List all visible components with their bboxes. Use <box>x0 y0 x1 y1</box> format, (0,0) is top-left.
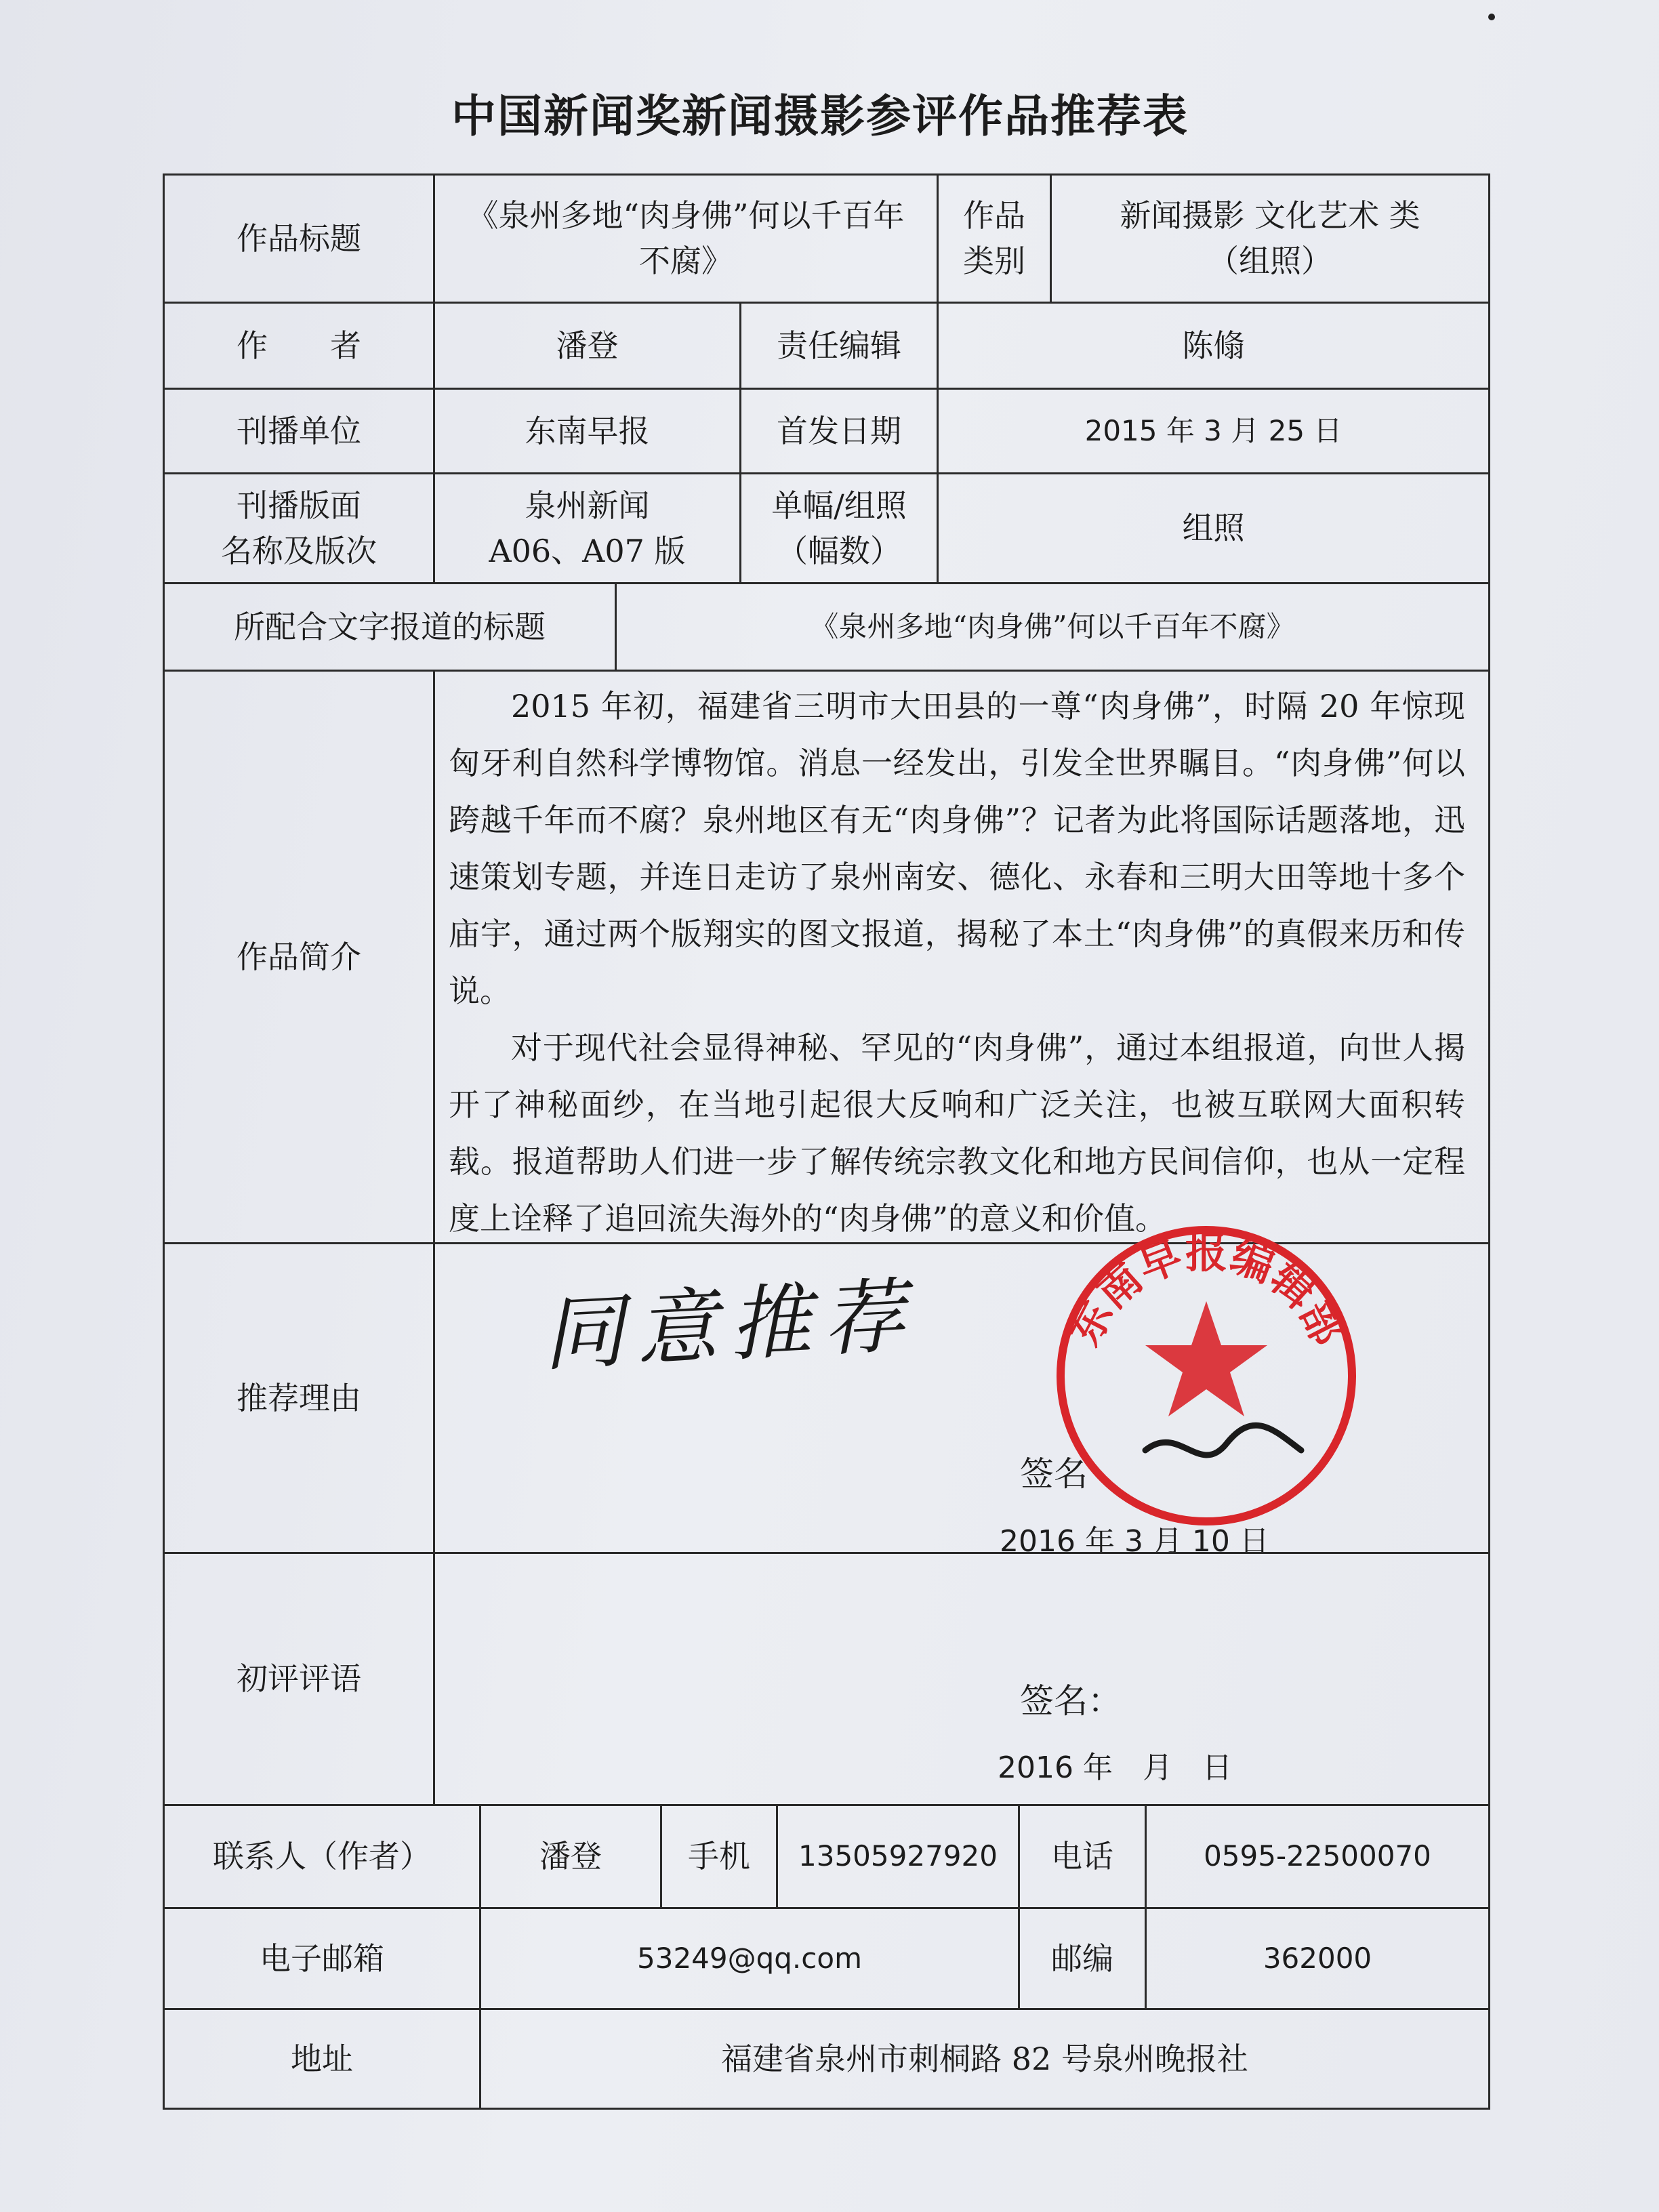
mobile-label: 手机 <box>688 1838 750 1875</box>
reason-date: 2016 年 3 月 10 日 <box>1000 1524 1269 1559</box>
email-value-cell <box>479 1907 1020 2010</box>
page-label-line2: 名称及版次 <box>221 532 377 569</box>
phone-value-cell <box>1145 1804 1490 1909</box>
mobile-label-cell <box>660 1804 778 1909</box>
intro-text <box>449 678 1465 1247</box>
intro-label: 作品简介 <box>237 938 361 975</box>
form-title: 中国新闻奖新闻摄影参评作品推荐表 <box>451 90 1189 142</box>
postcode-label: 邮编 <box>1051 1940 1113 1977</box>
category-value-cell <box>1050 173 1490 304</box>
author-value: 潘登 <box>556 327 619 364</box>
first-date-value-cell <box>937 388 1490 474</box>
category-value-line2: （组照） <box>1208 243 1332 279</box>
seal-text-arc: 东南早报编辑部 <box>1059 1228 1353 1353</box>
editor-label: 责任编辑 <box>777 327 901 364</box>
address-value-cell <box>479 2008 1490 2110</box>
editorial-seal <box>1044 1206 1369 1559</box>
report-title-label-cell <box>163 582 617 672</box>
reason-label-cell <box>163 1242 435 1554</box>
author-value-cell <box>433 302 741 390</box>
contact-value: 潘登 <box>539 1838 602 1875</box>
paper-speck <box>1488 14 1495 20</box>
initial-sign-label: 签名： <box>1020 1681 1122 1721</box>
postcode-value-cell <box>1145 1907 1490 2010</box>
category-label: 作品类别 <box>963 197 1025 279</box>
first-date-value: 2015 年 3 月 25 日 <box>1084 413 1343 447</box>
single-group-label-line2: （幅数） <box>777 532 901 569</box>
address-label-cell <box>163 2008 481 2110</box>
publisher-label-cell <box>163 388 435 474</box>
intro-label-cell <box>163 670 435 1244</box>
address-value: 福建省泉州市刺桐路 82 号泉州晚报社 <box>721 2040 1248 2077</box>
work-title-value-cell <box>433 173 939 304</box>
single-group-label-cell <box>739 472 939 584</box>
work-title-label: 作品标题 <box>237 220 361 257</box>
initial-review-label: 初评评语 <box>237 1660 361 1698</box>
editor-label-cell <box>739 302 939 390</box>
publisher-value-cell <box>433 388 741 474</box>
email-label: 电子邮箱 <box>260 1940 384 1977</box>
contact-label-cell <box>163 1804 481 1909</box>
mobile-value-cell <box>776 1804 1020 1909</box>
postcode-label-cell <box>1018 1907 1147 2010</box>
reason-label: 推荐理由 <box>237 1379 361 1416</box>
phone-label: 电话 <box>1051 1838 1113 1875</box>
publisher-label: 刊播单位 <box>237 412 361 449</box>
page-value-cell <box>433 472 741 584</box>
single-group-value-cell <box>937 472 1490 584</box>
editor-value-cell <box>937 302 1490 390</box>
page-value-line2: A06、A07 版 <box>489 532 686 569</box>
single-group-label-line1: 单幅/组照 <box>771 487 907 524</box>
initial-review-value-cell <box>433 1552 1490 1806</box>
mobile-value: 13505927920 <box>798 1839 998 1873</box>
address-label: 地址 <box>291 2040 353 2077</box>
single-group-value: 组照 <box>1182 510 1245 547</box>
initial-review-label-cell <box>163 1552 435 1806</box>
category-label-cell <box>937 173 1052 304</box>
contact-label: 联系人（作者） <box>213 1838 431 1875</box>
initial-date: 2016 年 月 日 <box>998 1750 1232 1785</box>
seal-star-icon <box>1145 1301 1267 1416</box>
reason-sign-label: 签名 <box>1020 1454 1088 1494</box>
first-date-label: 首发日期 <box>777 412 901 449</box>
intro-paragraph-1: 2015 年初，福建省三明市大田县的一尊“肉身佛”，时隔 20 年惊现匈牙利自然科学博物馆。消息一经发出，引发全世界瞩目。“肉身佛”何以跨越千年而不腐？泉州地区有无“肉身佛”？记者为此将国际话题落地，迅速策划专题，并连日走访了泉州南安、德化、永春和三明大田等地十多个庙宇，通过两个版翔实的图文报道，揭秘了本土“肉身佛”的真假来历和传说。 <box>449 688 1465 1009</box>
reason-handwriting: 同意推荐 <box>540 1269 919 1383</box>
email-label-cell <box>163 1907 481 2010</box>
intro-paragraph-2: 对于现代社会显得神秘、罕见的“肉身佛”，通过本组报道，向世人揭开了神秘面纱，在当地引起很大反响和广泛关注，也被互联网大面积转载。报道帮助人们进一步了解传统宗教文化和地方民间信仰，也从一定程度上诠释了追回流失海外的“肉身佛”的意义和价值。 <box>449 1029 1465 1237</box>
report-title-value-cell <box>615 582 1490 672</box>
page-label-cell <box>163 472 435 584</box>
editor-value: 陈翛 <box>1182 327 1245 364</box>
report-title-label: 所配合文字报道的标题 <box>234 608 546 645</box>
signature-scribble-icon <box>1145 1425 1301 1455</box>
postcode-value: 362000 <box>1263 1941 1372 1975</box>
work-title-value: 《泉州多地“肉身佛”何以千百年不腐》 <box>467 197 905 279</box>
page-value-line1: 泉州新闻 <box>525 487 650 524</box>
email-value: 53249@qq.com <box>637 1941 862 1975</box>
work-title-label-cell <box>163 173 435 304</box>
category-value-line1: 新闻摄影 文化艺术 类 <box>1120 197 1420 234</box>
author-label: 作 者 <box>237 327 361 364</box>
publisher-value: 东南早报 <box>525 412 650 449</box>
author-label-cell <box>163 302 435 390</box>
report-title-value: 《泉州多地“肉身佛”何以千百年不腐》 <box>810 609 1295 643</box>
page-label-line1: 刊播版面 <box>237 487 361 524</box>
phone-value: 0595-22500070 <box>1204 1839 1431 1873</box>
first-date-label-cell <box>739 388 939 474</box>
contact-value-cell <box>479 1804 662 1909</box>
phone-label-cell <box>1018 1804 1147 1909</box>
